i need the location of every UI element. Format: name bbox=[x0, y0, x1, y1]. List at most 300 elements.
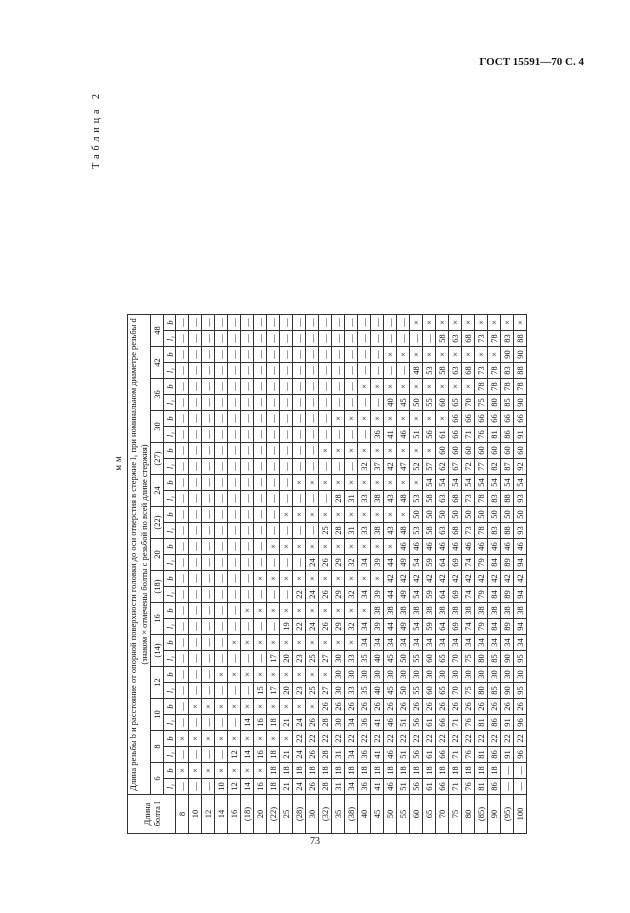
value-cell: 67 bbox=[449, 459, 462, 475]
value-cell: 28 bbox=[332, 523, 345, 539]
value-cell: 51 bbox=[410, 427, 423, 443]
value-cell: — bbox=[241, 395, 254, 411]
subheader-b: b bbox=[164, 603, 176, 619]
value-cell: × bbox=[215, 763, 228, 779]
value-cell: — bbox=[319, 411, 332, 427]
bolt-length-cell: 100 bbox=[514, 795, 527, 834]
value-cell: — bbox=[241, 443, 254, 459]
value-cell: 54 bbox=[423, 475, 436, 491]
value-cell: 26 bbox=[319, 555, 332, 571]
value-cell: 90 bbox=[501, 683, 514, 699]
value-cell: 66 bbox=[501, 411, 514, 427]
value-cell: 46 bbox=[462, 539, 475, 555]
value-cell: — bbox=[371, 331, 384, 347]
value-cell: 26 bbox=[319, 587, 332, 603]
value-cell: × bbox=[176, 763, 189, 779]
value-cell: 22 bbox=[306, 731, 319, 747]
subheader-l1: l₁ bbox=[164, 459, 176, 475]
value-cell: 61 bbox=[423, 715, 436, 731]
value-cell: — bbox=[176, 443, 189, 459]
value-cell: — bbox=[371, 363, 384, 379]
value-cell: 26 bbox=[514, 699, 527, 715]
value-cell: 54 bbox=[462, 475, 475, 491]
value-cell: 80 bbox=[475, 651, 488, 667]
value-cell: — bbox=[228, 379, 241, 395]
value-cell: — bbox=[241, 539, 254, 555]
table-row bbox=[306, 315, 319, 834]
value-cell: — bbox=[384, 363, 397, 379]
value-cell: × bbox=[436, 315, 449, 331]
value-cell: 38 bbox=[462, 603, 475, 619]
value-cell: — bbox=[176, 379, 189, 395]
value-cell: 20 bbox=[280, 683, 293, 699]
value-cell: — bbox=[267, 491, 280, 507]
value-cell: 27 bbox=[319, 651, 332, 667]
value-cell: 91 bbox=[501, 715, 514, 731]
value-cell: 54 bbox=[436, 475, 449, 491]
bolt-length-cell: 50 bbox=[384, 795, 397, 834]
value-cell: — bbox=[319, 347, 332, 363]
value-cell: 42 bbox=[384, 459, 397, 475]
value-cell: — bbox=[267, 331, 280, 347]
subheader-b: b bbox=[164, 763, 176, 779]
diameter-header: (18) bbox=[151, 571, 164, 603]
value-cell: — bbox=[189, 491, 202, 507]
value-cell: — bbox=[202, 651, 215, 667]
value-cell: 18 bbox=[332, 763, 345, 779]
subheader-row bbox=[164, 315, 176, 834]
value-cell: × bbox=[462, 347, 475, 363]
value-cell: 44 bbox=[384, 619, 397, 635]
value-cell: — bbox=[176, 315, 189, 331]
value-cell: × bbox=[293, 699, 306, 715]
subheader-b: b bbox=[164, 443, 176, 459]
value-cell: 65 bbox=[436, 651, 449, 667]
value-cell: 63 bbox=[436, 491, 449, 507]
value-cell: 22 bbox=[384, 731, 397, 747]
value-cell: × bbox=[241, 731, 254, 747]
value-cell: — bbox=[189, 395, 202, 411]
value-cell: × bbox=[241, 699, 254, 715]
bolt-length-cell: (32) bbox=[319, 795, 332, 834]
value-cell: — bbox=[176, 475, 189, 491]
value-cell: — bbox=[332, 459, 345, 475]
value-cell: 54 bbox=[449, 475, 462, 491]
value-cell: 31 bbox=[345, 523, 358, 539]
value-cell: — bbox=[189, 475, 202, 491]
value-cell: — bbox=[358, 315, 371, 331]
subheader-b: b bbox=[164, 507, 176, 523]
subheader-l1: l₁ bbox=[164, 395, 176, 411]
value-cell: 22 bbox=[319, 731, 332, 747]
value-cell: 30 bbox=[423, 667, 436, 683]
value-cell: 65 bbox=[449, 395, 462, 411]
value-cell: — bbox=[358, 363, 371, 379]
value-cell: 50 bbox=[501, 507, 514, 523]
value-cell: 30 bbox=[410, 667, 423, 683]
value-cell: 58 bbox=[436, 331, 449, 347]
value-cell: × bbox=[462, 379, 475, 395]
value-cell: 75 bbox=[462, 683, 475, 699]
value-cell: 60 bbox=[488, 443, 501, 459]
value-cell: — bbox=[306, 491, 319, 507]
value-cell: 34 bbox=[345, 779, 358, 795]
value-cell: 30 bbox=[436, 667, 449, 683]
table-row bbox=[475, 315, 488, 834]
value-cell: — bbox=[254, 539, 267, 555]
value-cell: × bbox=[241, 667, 254, 683]
value-cell: — bbox=[176, 427, 189, 443]
table-row bbox=[319, 315, 332, 834]
value-cell: 26 bbox=[384, 699, 397, 715]
value-cell: — bbox=[280, 411, 293, 427]
value-cell: — bbox=[202, 779, 215, 795]
value-cell: 50 bbox=[436, 507, 449, 523]
value-cell: 76 bbox=[475, 427, 488, 443]
value-cell: — bbox=[202, 379, 215, 395]
value-cell: — bbox=[306, 395, 319, 411]
value-cell: 33 bbox=[358, 491, 371, 507]
value-cell: × bbox=[228, 763, 241, 779]
value-cell: — bbox=[202, 635, 215, 651]
value-cell: 53 bbox=[410, 523, 423, 539]
value-cell: 46 bbox=[384, 747, 397, 763]
table-units: мм bbox=[113, 453, 123, 471]
value-cell: 28 bbox=[319, 779, 332, 795]
value-cell: — bbox=[241, 571, 254, 587]
bolt-length-cell: 16 bbox=[228, 795, 241, 834]
value-cell: × bbox=[176, 731, 189, 747]
value-cell: — bbox=[215, 587, 228, 603]
value-cell: 61 bbox=[436, 427, 449, 443]
value-cell: — bbox=[501, 779, 514, 795]
value-cell: × bbox=[280, 539, 293, 555]
value-cell: — bbox=[254, 475, 267, 491]
title-line-2: (знаком × отмечены болты с резьбой по всей длине стержня) bbox=[139, 444, 149, 665]
value-cell: — bbox=[176, 491, 189, 507]
value-cell: 46 bbox=[384, 779, 397, 795]
value-cell: — bbox=[306, 363, 319, 379]
value-cell: × bbox=[241, 603, 254, 619]
subheader-l1: l₁ bbox=[164, 619, 176, 635]
value-cell: 71 bbox=[449, 779, 462, 795]
value-cell: 56 bbox=[410, 779, 423, 795]
value-cell: 22 bbox=[475, 731, 488, 747]
value-cell: 78 bbox=[488, 331, 501, 347]
value-cell: 54 bbox=[475, 475, 488, 491]
value-cell: 36 bbox=[358, 779, 371, 795]
value-cell: × bbox=[345, 603, 358, 619]
value-cell: 18 bbox=[371, 763, 384, 779]
value-cell: — bbox=[228, 683, 241, 699]
value-cell: 95 bbox=[514, 651, 527, 667]
value-cell: — bbox=[176, 571, 189, 587]
value-cell: — bbox=[241, 411, 254, 427]
value-cell: 65 bbox=[436, 683, 449, 699]
value-cell: 35 bbox=[358, 651, 371, 667]
value-cell: 30 bbox=[488, 667, 501, 683]
value-cell: 66 bbox=[475, 411, 488, 427]
value-cell: — bbox=[345, 315, 358, 331]
value-cell: — bbox=[254, 427, 267, 443]
value-cell: × bbox=[293, 475, 306, 491]
value-cell: 94 bbox=[514, 619, 527, 635]
value-cell: 22 bbox=[423, 731, 436, 747]
value-cell: 22 bbox=[293, 619, 306, 635]
value-cell: × bbox=[280, 603, 293, 619]
subheader-l1: l₁ bbox=[164, 747, 176, 763]
value-cell: 18 bbox=[449, 763, 462, 779]
value-cell: × bbox=[358, 379, 371, 395]
value-cell: 38 bbox=[514, 603, 527, 619]
value-cell: 71 bbox=[449, 715, 462, 731]
value-cell: — bbox=[189, 315, 202, 331]
value-cell: — bbox=[189, 459, 202, 475]
value-cell: 89 bbox=[501, 619, 514, 635]
value-cell: 50 bbox=[462, 507, 475, 523]
value-cell: — bbox=[215, 459, 228, 475]
value-cell: — bbox=[241, 507, 254, 523]
value-cell: 18 bbox=[384, 763, 397, 779]
value-cell: 91 bbox=[501, 747, 514, 763]
value-cell: — bbox=[241, 619, 254, 635]
value-cell: — bbox=[319, 427, 332, 443]
value-cell: 77 bbox=[475, 459, 488, 475]
value-cell: — bbox=[254, 443, 267, 459]
table-row bbox=[371, 315, 384, 834]
value-cell: 94 bbox=[514, 587, 527, 603]
value-cell: 25 bbox=[306, 651, 319, 667]
title-row bbox=[128, 315, 151, 834]
value-cell: — bbox=[267, 443, 280, 459]
table-row bbox=[215, 315, 228, 834]
value-cell: × bbox=[267, 603, 280, 619]
value-cell: 90 bbox=[514, 347, 527, 363]
value-cell: 15 bbox=[254, 683, 267, 699]
value-cell: 26 bbox=[410, 699, 423, 715]
value-cell: — bbox=[228, 395, 241, 411]
value-cell: × bbox=[254, 667, 267, 683]
value-cell: — bbox=[332, 427, 345, 443]
value-cell: 70 bbox=[449, 683, 462, 699]
subheader-l1: l₁ bbox=[164, 779, 176, 795]
value-cell: 53 bbox=[423, 363, 436, 379]
value-cell: 88 bbox=[514, 331, 527, 347]
value-cell: — bbox=[319, 491, 332, 507]
value-cell: × bbox=[345, 571, 358, 587]
bolt-length-cell: 8 bbox=[176, 795, 189, 834]
value-cell: — bbox=[371, 347, 384, 363]
table-row bbox=[410, 315, 423, 834]
value-cell: 44 bbox=[384, 555, 397, 571]
value-cell: × bbox=[280, 731, 293, 747]
value-cell: — bbox=[319, 363, 332, 379]
value-cell: 88 bbox=[501, 491, 514, 507]
value-cell: 85 bbox=[488, 651, 501, 667]
table-row bbox=[202, 315, 215, 834]
value-cell: — bbox=[306, 411, 319, 427]
value-cell: — bbox=[189, 651, 202, 667]
value-cell: 28 bbox=[319, 715, 332, 731]
value-cell: 30 bbox=[475, 667, 488, 683]
value-cell: — bbox=[241, 491, 254, 507]
diameter-header: 42 bbox=[151, 347, 164, 379]
value-cell: — bbox=[189, 667, 202, 683]
value-cell: 38 bbox=[475, 603, 488, 619]
value-cell: 24 bbox=[293, 747, 306, 763]
value-cell: — bbox=[280, 315, 293, 331]
value-cell: 96 bbox=[514, 715, 527, 731]
value-cell: 26 bbox=[436, 699, 449, 715]
subheader-l1: l₁ bbox=[164, 715, 176, 731]
value-cell: × bbox=[267, 731, 280, 747]
value-cell: — bbox=[241, 379, 254, 395]
value-cell: — bbox=[280, 587, 293, 603]
value-cell: 22 bbox=[358, 731, 371, 747]
value-cell: — bbox=[241, 475, 254, 491]
value-cell: 90 bbox=[501, 651, 514, 667]
value-cell: 46 bbox=[449, 539, 462, 555]
value-cell: × bbox=[345, 411, 358, 427]
subheader-b: b bbox=[164, 347, 176, 363]
value-cell: 34 bbox=[462, 635, 475, 651]
value-cell: — bbox=[241, 523, 254, 539]
value-cell: 81 bbox=[488, 427, 501, 443]
value-cell: × bbox=[384, 539, 397, 555]
bolt-length-cell: 12 bbox=[202, 795, 215, 834]
value-cell: × bbox=[358, 443, 371, 459]
value-cell: 58 bbox=[423, 523, 436, 539]
value-cell: 22 bbox=[371, 731, 384, 747]
value-cell: — bbox=[254, 491, 267, 507]
value-cell: 93 bbox=[514, 523, 527, 539]
value-cell: 60 bbox=[449, 443, 462, 459]
value-cell: 18 bbox=[267, 779, 280, 795]
value-cell: — bbox=[267, 315, 280, 331]
value-cell: × bbox=[345, 539, 358, 555]
value-cell: × bbox=[514, 315, 527, 331]
table-rotation-frame bbox=[83, 84, 585, 840]
value-cell: 22 bbox=[293, 587, 306, 603]
value-cell: 50 bbox=[475, 507, 488, 523]
value-cell: 22 bbox=[410, 731, 423, 747]
value-cell: 88 bbox=[501, 523, 514, 539]
value-cell: — bbox=[176, 411, 189, 427]
subheader-l1: l₁ bbox=[164, 491, 176, 507]
value-cell: — bbox=[280, 331, 293, 347]
value-cell: 81 bbox=[475, 779, 488, 795]
value-cell: × bbox=[358, 539, 371, 555]
value-cell: 64 bbox=[436, 555, 449, 571]
value-cell: 26 bbox=[501, 699, 514, 715]
value-cell: — bbox=[241, 363, 254, 379]
diameter-header: 24 bbox=[151, 475, 164, 507]
value-cell: 86 bbox=[501, 427, 514, 443]
value-cell: × bbox=[371, 571, 384, 587]
value-cell: 34 bbox=[371, 635, 384, 651]
value-cell: 39 bbox=[371, 555, 384, 571]
table-row bbox=[189, 315, 202, 834]
value-cell: × bbox=[358, 603, 371, 619]
value-cell: — bbox=[267, 619, 280, 635]
value-cell: 30 bbox=[345, 667, 358, 683]
value-cell: — bbox=[189, 379, 202, 395]
value-cell: 18 bbox=[267, 763, 280, 779]
value-cell: 16 bbox=[254, 747, 267, 763]
table-row bbox=[228, 315, 241, 834]
value-cell: 79 bbox=[475, 619, 488, 635]
value-cell: — bbox=[293, 443, 306, 459]
value-cell: × bbox=[371, 411, 384, 427]
value-cell: — bbox=[267, 523, 280, 539]
value-cell: 34 bbox=[475, 635, 488, 651]
value-cell: 21 bbox=[280, 715, 293, 731]
subheader-l1: l₁ bbox=[164, 555, 176, 571]
subheader-b: b bbox=[164, 667, 176, 683]
value-cell: × bbox=[384, 475, 397, 491]
value-cell: 21 bbox=[280, 779, 293, 795]
value-cell: 32 bbox=[345, 587, 358, 603]
value-cell: × bbox=[228, 635, 241, 651]
value-cell: × bbox=[267, 699, 280, 715]
value-cell: — bbox=[215, 379, 228, 395]
value-cell: 50 bbox=[410, 507, 423, 523]
value-cell: 24 bbox=[293, 715, 306, 731]
value-cell: 76 bbox=[462, 715, 475, 731]
value-cell: — bbox=[202, 459, 215, 475]
value-cell: 34 bbox=[397, 635, 410, 651]
value-cell: 22 bbox=[501, 731, 514, 747]
value-cell: 50 bbox=[423, 507, 436, 523]
value-cell: — bbox=[228, 443, 241, 459]
value-cell: — bbox=[202, 347, 215, 363]
value-cell: × bbox=[332, 475, 345, 491]
value-cell: 34 bbox=[514, 635, 527, 651]
page-number: 73 bbox=[310, 836, 320, 847]
value-cell: 22 bbox=[332, 731, 345, 747]
value-cell: 42 bbox=[384, 571, 397, 587]
value-cell: — bbox=[189, 331, 202, 347]
value-cell: × bbox=[358, 411, 371, 427]
value-cell: — bbox=[254, 395, 267, 411]
value-cell: 29 bbox=[332, 555, 345, 571]
value-cell: 52 bbox=[410, 459, 423, 475]
value-cell: 18 bbox=[423, 763, 436, 779]
subheader-b: b bbox=[164, 411, 176, 427]
value-cell: — bbox=[215, 571, 228, 587]
value-cell: — bbox=[397, 363, 410, 379]
value-cell: — bbox=[202, 539, 215, 555]
value-cell: 59 bbox=[423, 619, 436, 635]
value-cell: — bbox=[215, 411, 228, 427]
value-cell: 29 bbox=[332, 619, 345, 635]
table-row bbox=[436, 315, 449, 834]
value-cell: — bbox=[189, 411, 202, 427]
value-cell: 33 bbox=[345, 651, 358, 667]
subheader-b: b bbox=[164, 379, 176, 395]
value-cell: × bbox=[306, 667, 319, 683]
table-row bbox=[280, 315, 293, 834]
value-cell: 46 bbox=[384, 715, 397, 731]
value-cell: 38 bbox=[397, 603, 410, 619]
bolt-length-cell: 75 bbox=[449, 795, 462, 834]
value-cell: 90 bbox=[501, 347, 514, 363]
value-cell: — bbox=[202, 523, 215, 539]
value-cell: — bbox=[280, 555, 293, 571]
value-cell: 34 bbox=[358, 587, 371, 603]
value-cell: — bbox=[358, 395, 371, 411]
value-cell: 60 bbox=[514, 443, 527, 459]
